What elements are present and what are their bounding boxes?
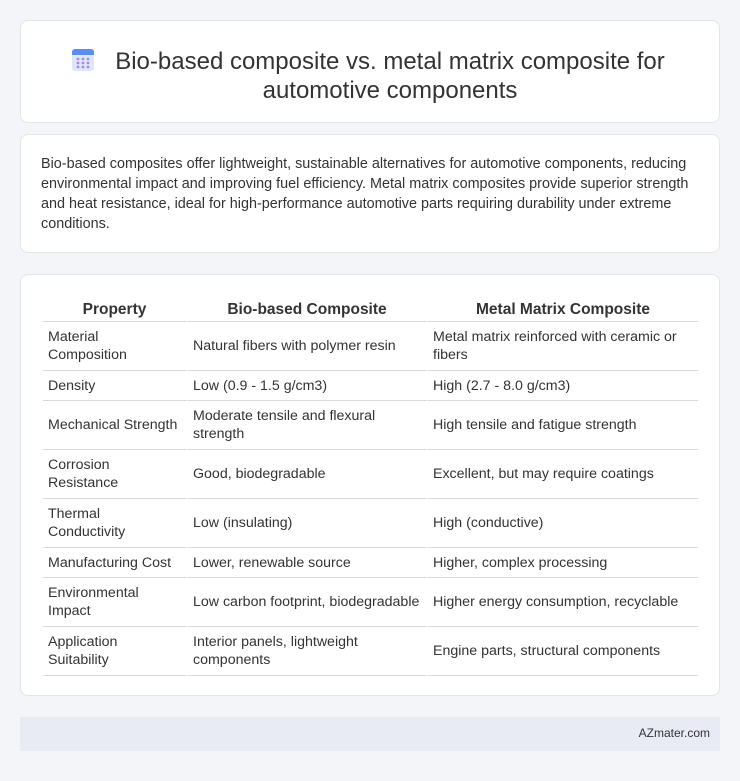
property-cell: Thermal Conductivity [43,499,188,548]
metal-matrix-cell: Higher, complex processing [428,548,698,578]
table-row [43,371,698,401]
footer [20,717,720,751]
bio-based-cell: Interior panels, lightweight components [188,627,428,676]
table-row [43,450,698,499]
table-icon [71,47,95,73]
property-cell: Material Composition [43,322,188,371]
title-card [20,20,720,123]
table-row [43,578,698,627]
bio-based-cell: Low carbon footprint, biodegradable [188,578,428,627]
metal-matrix-cell: Engine parts, structural components [428,627,698,676]
property-cell: Density [43,371,188,401]
table-row [43,322,698,371]
property-cell: Manufacturing Cost [43,548,188,578]
metal-matrix-cell: Higher energy consumption, recyclable [428,578,698,627]
column-header-property: Property [43,295,188,322]
column-header-bio-based: Bio-based Composite [188,295,428,322]
bio-based-cell: Moderate tensile and flexural strength [188,401,428,450]
metal-matrix-cell: High tensile and fatigue strength [428,401,698,450]
table-row [43,627,698,676]
comparison-card [20,274,720,696]
property-cell: Corrosion Resistance [43,450,188,499]
title-row [21,47,719,105]
comparison-table [43,295,698,676]
footer-brand-link[interactable]: AZmater.com [638,726,710,740]
table-row [43,401,698,450]
property-cell: Environmental Impact [43,578,188,627]
property-cell: Application Suitability [43,627,188,676]
page-title: Bio-based composite vs. metal matrix composite for automotive components [115,48,665,104]
column-header-metal-matrix: Metal Matrix Composite [428,295,698,322]
bio-based-cell: Good, biodegradable [188,450,428,499]
table-header-row [43,295,698,322]
metal-matrix-cell: High (2.7 - 8.0 g/cm3) [428,371,698,401]
property-cell: Mechanical Strength [43,401,188,450]
bio-based-cell: Low (0.9 - 1.5 g/cm3) [188,371,428,401]
bio-based-cell: Lower, renewable source [188,548,428,578]
metal-matrix-cell: High (conductive) [428,499,698,548]
metal-matrix-cell: Metal matrix reinforced with ceramic or fibers [428,322,698,371]
table-row [43,499,698,548]
bio-based-cell: Natural fibers with polymer resin [188,322,428,371]
metal-matrix-cell: Excellent, but may require coatings [428,450,698,499]
summary-text: Bio-based composites offer lightweight, sustainable alternatives for automotive components, reducing environmental impact and improving fuel efficiency. Metal matrix composites provide superior strength and heat resistance, ideal for high-performance automotive parts requiring durability under extreme conditions. [41,156,689,232]
bio-based-cell: Low (insulating) [188,499,428,548]
summary-card [20,134,720,253]
table-row [43,548,698,578]
